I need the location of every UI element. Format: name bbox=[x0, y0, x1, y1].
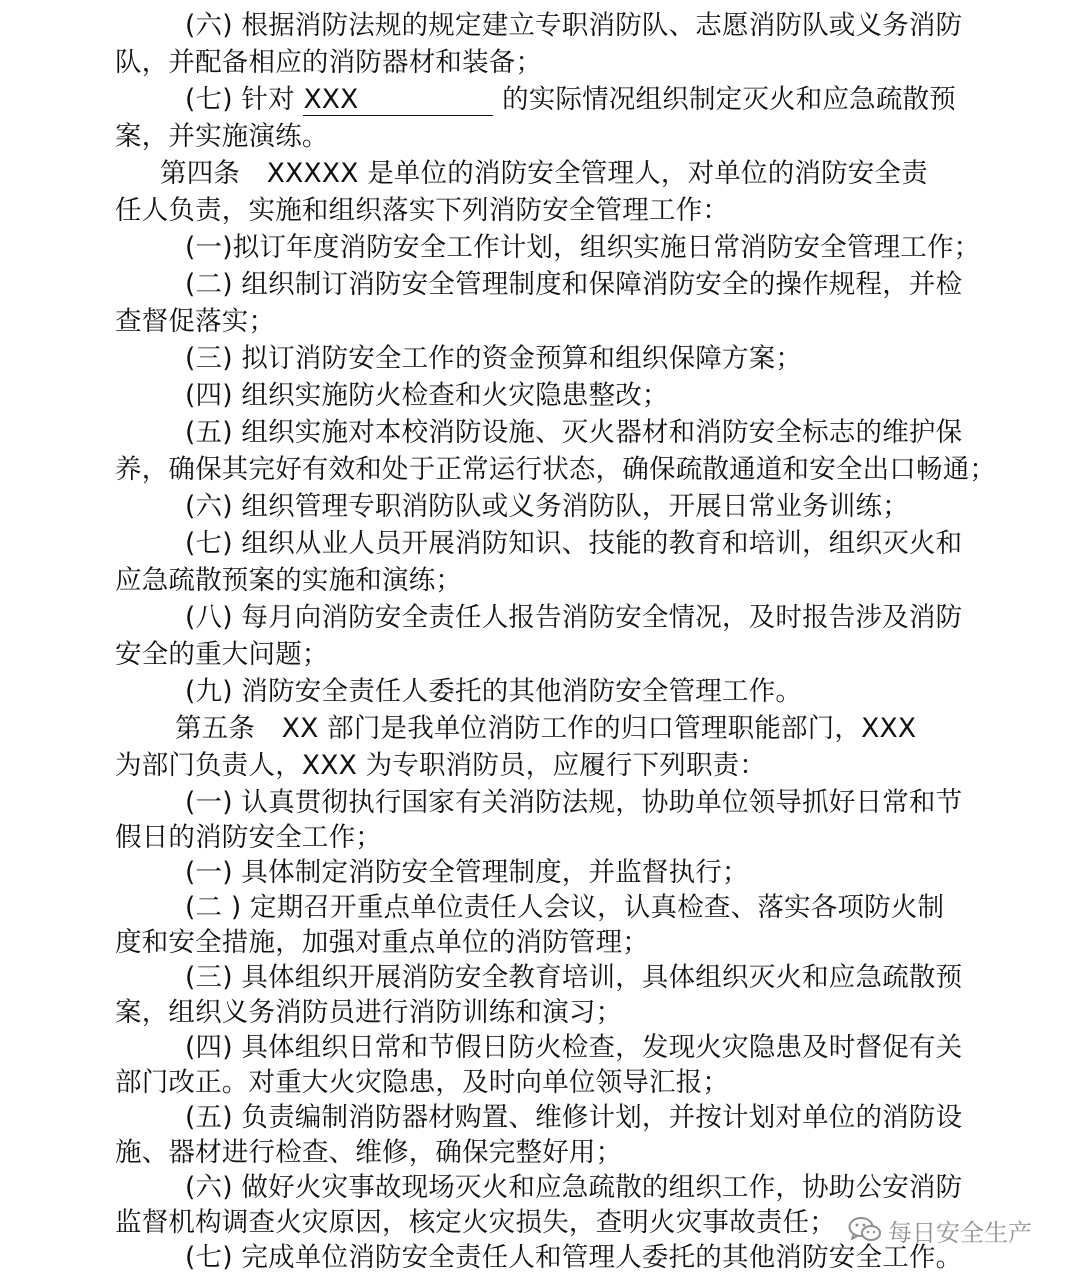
text-line: (七) 组织从业人员开展消防知识、技能的教育和培训，组织灭火和 bbox=[185, 528, 963, 559]
text-line: 部门改正。对重大火灾隐患，及时向单位领导汇报； bbox=[115, 1067, 730, 1098]
text-line: 案，并实施演练。 bbox=[115, 121, 329, 152]
text-fragment: (七) 针对 bbox=[185, 84, 295, 115]
text-line: 队，并配备相应的消防器材和装备； bbox=[115, 47, 543, 78]
text-line: (二) 组织制订消防安全管理制度和保障消防安全的操作规程，并检 bbox=[185, 269, 963, 300]
text-line: (八) 每月向消防安全责任人报告消防安全情况，及时报告涉及消防 bbox=[185, 602, 963, 633]
text-line: (一) 具体制定消防安全管理制度，并监督执行； bbox=[185, 857, 749, 888]
article-heading-5: 第五条 XX 部门是我单位消防工作的归口管理职能部门，XXX bbox=[175, 713, 917, 744]
article-heading-4: 第四条 XXXXX 是单位的消防安全管理人，对单位的消防安全责 bbox=[160, 158, 928, 189]
text-line bbox=[185, 82, 975, 118]
text-line: 安全的重大问题； bbox=[115, 639, 329, 670]
text-line: (九) 消防安全责任人委托的其他消防安全管理工作。 bbox=[185, 676, 803, 707]
text-line: 案，组织义务消防员进行消防训练和演习； bbox=[115, 997, 623, 1028]
text-line: 应急疏散预案的实施和演练； bbox=[115, 565, 463, 596]
blank-value: XXX bbox=[303, 84, 359, 115]
text-line: 为部门负责人，XXX 为专职消防员，应履行下列职责： bbox=[115, 750, 767, 781]
text-line: (一) 认真贯彻执行国家有关消防法规，协助单位领导抓好日常和节 bbox=[185, 787, 963, 818]
text-line: (六) 做好火灾事故现场灭火和应急疏散的组织工作，协助公安消防 bbox=[185, 1172, 963, 1203]
text-line: 施、器材进行检查、维修，确保完整好用； bbox=[115, 1137, 623, 1168]
watermark bbox=[848, 1212, 1032, 1248]
watermark-text: 每日安全生产 bbox=[888, 1218, 1032, 1247]
text-line: 查督促落实； bbox=[115, 306, 276, 337]
fill-in-blank bbox=[303, 85, 493, 116]
text-line: (二 ) 定期召开重点单位责任人会议，认真检查、落实各项防火制 bbox=[185, 892, 945, 923]
text-line: (四) 组织实施防火检查和火灾隐患整改； bbox=[185, 380, 669, 411]
text-line: (三) 拟订消防安全工作的资金预算和组织保障方案； bbox=[185, 343, 803, 374]
wechat-icon bbox=[848, 1216, 882, 1244]
text-line: 任人负责，实施和组织落实下列消防安全管理工作： bbox=[115, 195, 730, 226]
text-line: (一)拟订年度消防安全工作计划，组织实施日常消防安全管理工作； bbox=[185, 232, 981, 263]
text-line: 监督机构调查火灾原因，核定火灾损失，查明火灾事故责任； bbox=[115, 1207, 836, 1238]
text-line: (五) 负责编制消防器材购置、维修计划，并按计划对单位的消防设 bbox=[185, 1102, 963, 1133]
text-line: (六) 组织管理专职消防队或义务消防队，开展日常业务训练； bbox=[185, 491, 909, 522]
text-line: (七) 完成单位消防安全责任人和管理人委托的其他消防安全工作。 bbox=[185, 1242, 963, 1273]
text-fragment: 的实际情况组织制定灭火和应急疏散预 bbox=[502, 84, 956, 115]
text-line: (四) 具体组织日常和节假日防火检查，发现火灾隐患及时督促有关 bbox=[185, 1032, 963, 1063]
text-line: (五) 组织实施对本校消防设施、灭火器材和消防安全标志的维护保 bbox=[185, 417, 963, 448]
text-line: 度和安全措施，加强对重点单位的消防管理； bbox=[115, 927, 649, 958]
text-line: (六) 根据消防法规的规定建立专职消防队、志愿消防队或义务消防 bbox=[185, 10, 963, 41]
text-line: (三) 具体组织开展消防安全教育培训，具体组织灭火和应急疏散预 bbox=[185, 962, 963, 993]
text-line: 养，确保其完好有效和处于正常运行状态，确保疏散通道和安全出口畅通； bbox=[115, 454, 997, 485]
text-line: 假日的消防安全工作； bbox=[115, 822, 382, 853]
